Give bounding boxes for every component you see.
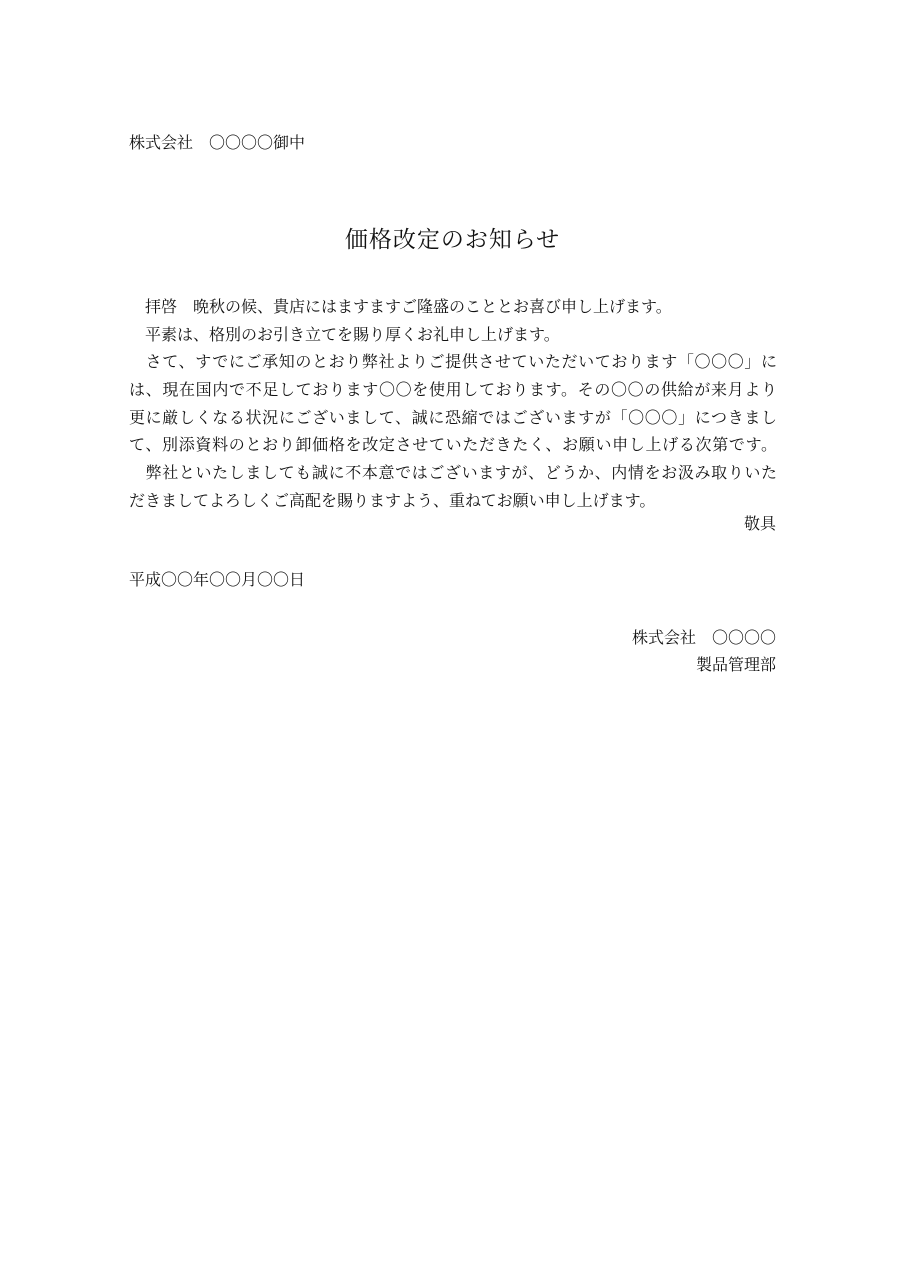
body-line: さて、すでにご承知のとおり弊社よりご提供させていただいております「〇〇〇」に (129, 352, 777, 372)
addressee: 株式会社 〇〇〇〇御中 (129, 133, 306, 152)
body-line: 更に厳しくなる状況にございまして、誠に恐縮ではございますが「〇〇〇」につきまし (129, 407, 777, 427)
document-title: 価格改定のお知らせ (344, 227, 561, 253)
body-line: て、別添資料のとおり卸価格を改定させていただきたく、お願い申し上げる次第です。 (129, 435, 777, 455)
sender-block (632, 624, 776, 678)
sender-department: 製品管理部 (695, 655, 776, 674)
closing-remark: 敬具 (743, 514, 776, 533)
body-line: だきましてよろしくご高配を賜りますよう、重ねてお願い申し上げます。 (129, 490, 656, 510)
sender-company: 株式会社 〇〇〇〇 (631, 628, 776, 647)
letter-body (129, 293, 777, 515)
body-line: 弊社といたしましても誠に不本意ではございますが、どうか、内情をお汲み取りいた (129, 463, 777, 483)
letter-date: 平成〇〇年〇〇月〇〇日 (129, 570, 306, 589)
body-line: 平素は、格別のお引き立てを賜り厚くお礼申し上げます。 (129, 324, 560, 344)
body-line: 拝啓 晩秋の候、貴店にはますますご隆盛のこととお喜び申し上げます。 (129, 297, 672, 316)
body-line: は、現在国内で不足しております〇〇を使用しております。その〇〇の供給が来月より (129, 380, 777, 400)
